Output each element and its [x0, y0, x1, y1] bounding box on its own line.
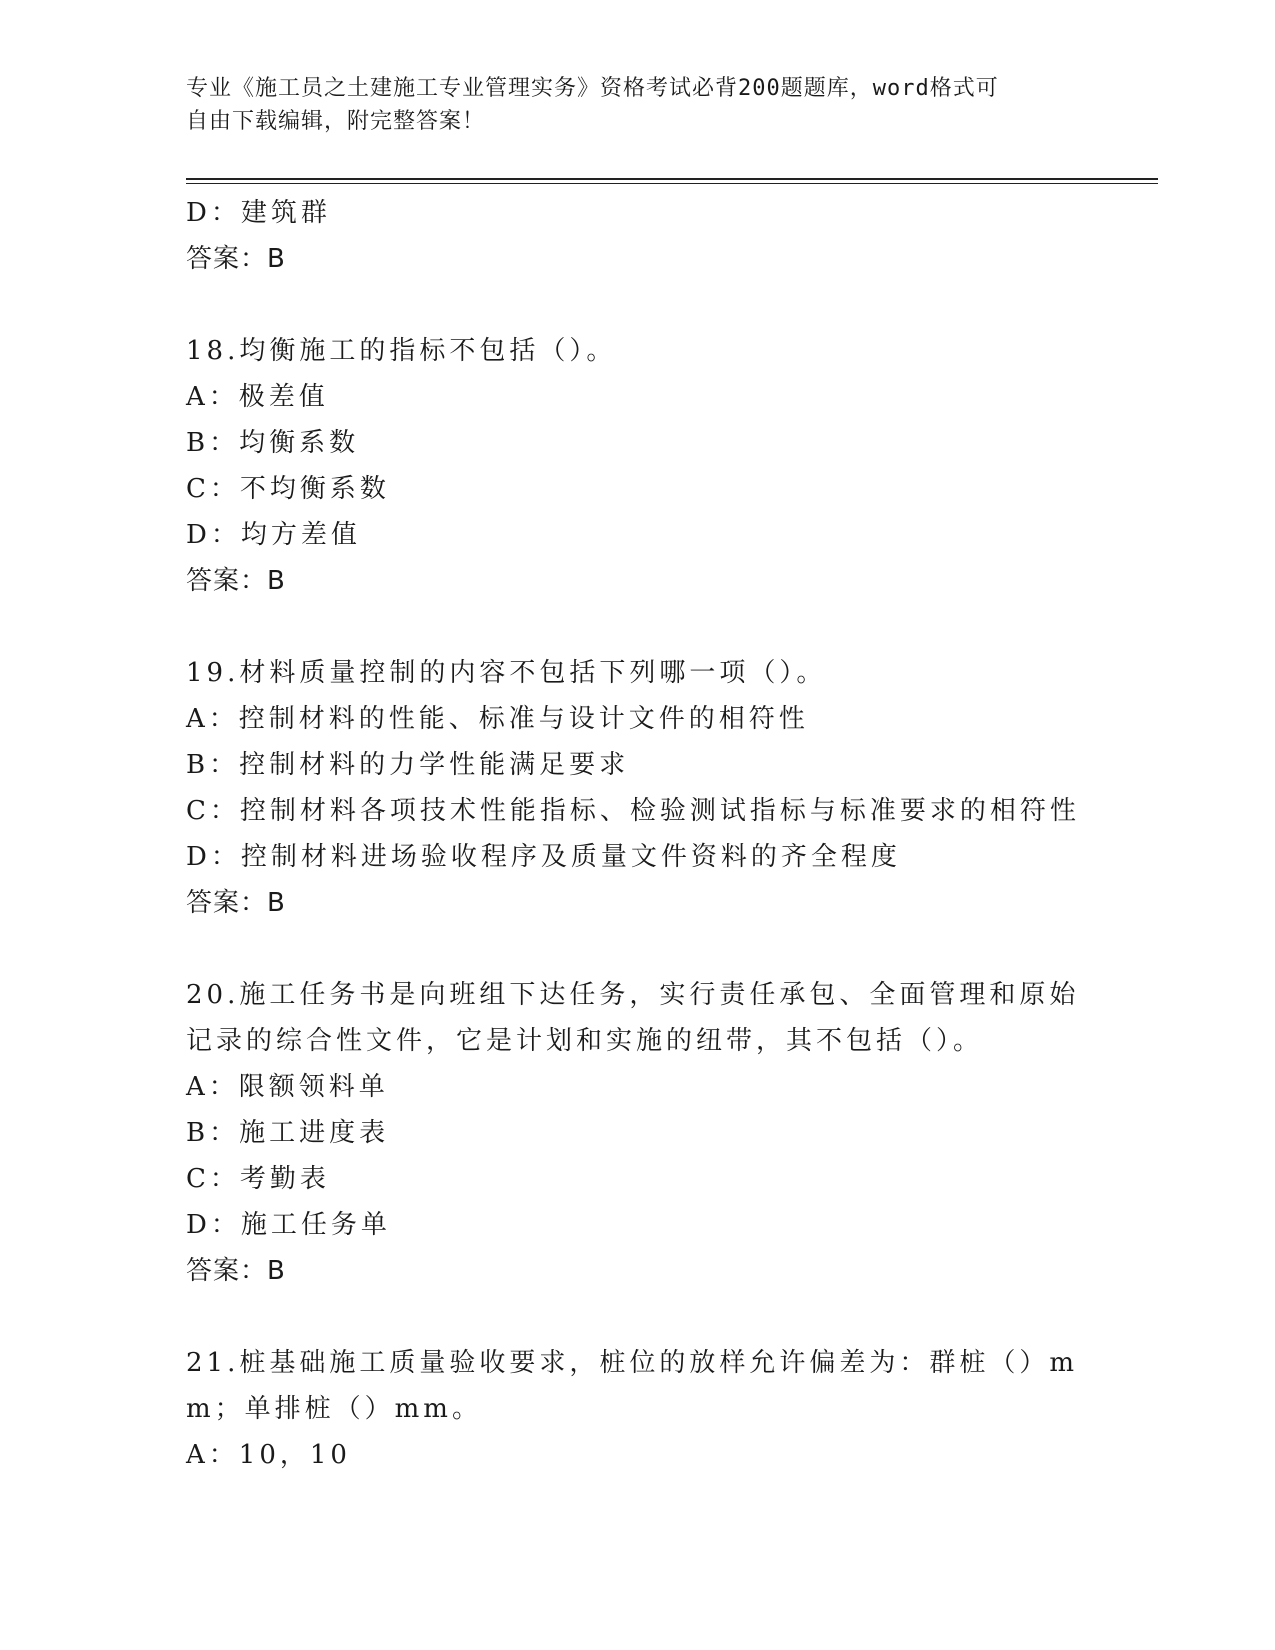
option-b: B：施工进度表: [186, 1118, 390, 1148]
answer-line: 答案：B: [186, 566, 286, 596]
option-c: C：控制材料各项技术性能指标、检验测试指标与标准要求的相符性: [186, 796, 1080, 826]
document-header: [186, 72, 1086, 138]
spacer: [186, 926, 1086, 972]
answer-line: 答案：B: [186, 244, 286, 274]
spacer: [186, 282, 1086, 328]
option-b: B：均衡系数: [186, 428, 360, 458]
option-d: D：建筑群: [186, 198, 331, 228]
header-line-1: 专业《施工员之土建施工专业管理实务》资格考试必背200题题库，word格式可: [186, 76, 999, 101]
question-text: 21.桩基础施工质量验收要求，桩位的放样允许偏差为：群桩（）mm；单排桩（）mm。: [186, 1348, 1079, 1424]
answer-line: 答案：B: [186, 1256, 286, 1286]
option-c: C：考勤表: [186, 1164, 330, 1194]
question-text: 18.均衡施工的指标不包括（）。: [186, 336, 617, 366]
question-text: 20.施工任务书是向班组下达任务，实行责任承包、全面管理和原始记录的综合性文件，它是计划和实施的纽带，其不包括（）。: [186, 980, 1080, 1056]
header-divider-thin: [186, 183, 1158, 184]
question-block: [186, 972, 1086, 1294]
option-d: D：均方差值: [186, 520, 361, 550]
question-list: [186, 190, 1086, 1478]
option-d: D：施工任务单: [186, 1210, 391, 1240]
question-text: 19.材料质量控制的内容不包括下列哪一项（）。: [186, 658, 827, 688]
option-a: A：10，10: [186, 1440, 351, 1470]
option-d: D：控制材料进场验收程序及质量文件资料的齐全程度: [186, 842, 901, 872]
spacer: [186, 604, 1086, 650]
header-divider-thick: [186, 178, 1158, 180]
option-c: C：不均衡系数: [186, 474, 390, 504]
question-block: [186, 1340, 1086, 1478]
option-a: A：控制材料的性能、标准与设计文件的相符性: [186, 704, 809, 734]
header-line-2: 自由下载编辑，附完整答案！: [186, 109, 486, 134]
option-a: A：极差值: [186, 382, 329, 412]
option-a: A：限额领料单: [186, 1072, 389, 1102]
spacer: [186, 1294, 1086, 1340]
answer-line: 答案：B: [186, 888, 286, 918]
question-block: [186, 328, 1086, 604]
option-b: B：控制材料的力学性能满足要求: [186, 750, 630, 780]
question-block: [186, 650, 1086, 926]
